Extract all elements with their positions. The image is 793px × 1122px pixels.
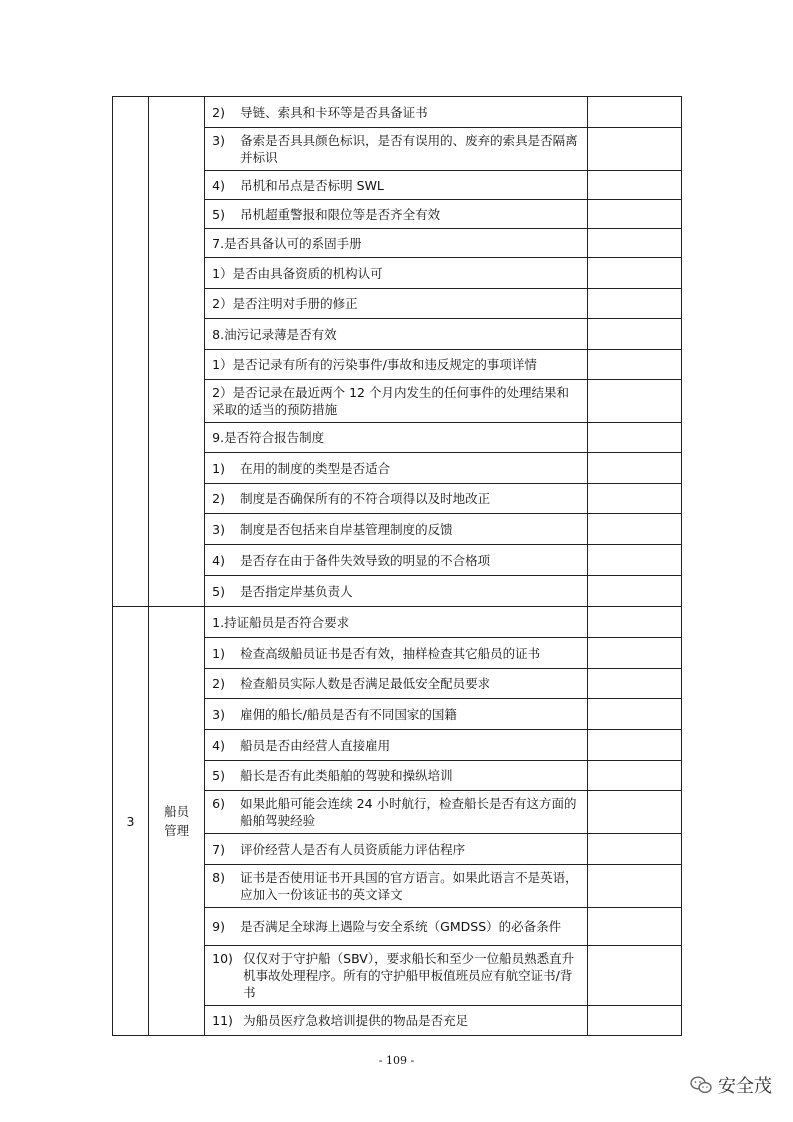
check-cell[interactable] (587, 834, 681, 865)
wechat-icon (690, 1076, 712, 1094)
checklist-item (205, 791, 588, 834)
check-cell[interactable] (587, 200, 681, 229)
item-text: 证书是否使用证书开具国的官方语言。如果此语言不是英语，应加入一份该证书的英文译文 (240, 870, 578, 902)
checklist-heading (205, 229, 588, 258)
item-text: 吊机和吊点是否标明 SWL (240, 177, 384, 193)
checklist-item (205, 97, 588, 128)
check-cell[interactable] (587, 453, 681, 484)
check-cell[interactable] (587, 171, 681, 200)
item-number: 2) (212, 104, 225, 120)
item-number: 6) (212, 796, 225, 811)
item-text: 制度是否确保所有的不符合项得以及时地改正 (240, 491, 491, 506)
item-text: 制度是否包括来自岸基管理制度的反馈 (240, 521, 453, 537)
item-number: 1) (212, 645, 225, 661)
item-number: 11) (212, 1013, 233, 1028)
item-text: 2）是否注明对手册的修正 (212, 296, 358, 311)
checklist-table (112, 96, 682, 1036)
item-text: 检查船员实际人数是否满足最低安全配员要求 (240, 676, 491, 691)
checklist-item (205, 453, 588, 484)
check-cell[interactable] (587, 576, 681, 607)
item-number: 5) (212, 768, 225, 783)
item-text: 1）是否由具备资质的机构认可 (212, 265, 383, 281)
checklist-item (205, 761, 588, 791)
item-number: 9) (212, 919, 225, 934)
check-cell[interactable] (587, 128, 681, 171)
section-number-cell (113, 97, 149, 607)
section-category (149, 607, 205, 1036)
check-cell[interactable] (587, 514, 681, 545)
watermark-text: 安全茂 (718, 1076, 772, 1097)
watermark (690, 1072, 772, 1098)
check-cell[interactable] (587, 289, 681, 319)
item-number: 3) (212, 521, 225, 537)
item-number: 7) (212, 841, 225, 857)
checklist-item (205, 258, 588, 289)
item-text: 是否指定岸基负责人 (240, 583, 353, 599)
checklist-item (205, 514, 588, 545)
check-cell[interactable] (587, 350, 681, 380)
checklist-item (205, 128, 588, 171)
item-text: 船长是否有此类船舶的驾驶和操纵培训 (240, 768, 453, 783)
item-number: 2) (212, 676, 225, 691)
item-number: 8) (212, 870, 225, 885)
item-number: 5) (212, 206, 225, 222)
check-cell[interactable] (587, 669, 681, 699)
check-cell[interactable] (587, 423, 681, 453)
checklist-item (205, 171, 588, 200)
checklist-item (205, 638, 588, 669)
item-text: 是否存在由于备件失效导致的明显的不合格项 (240, 552, 491, 568)
heading-text: 1.持证船员是否符合要求 (212, 614, 350, 630)
item-text: 备索是否具具颜色标识，是否有误用的、废弃的索具是否隔离并标识 (240, 133, 578, 165)
checklist-heading (205, 319, 588, 350)
item-number: 5) (212, 583, 225, 599)
item-text: 船员是否由经营人直接雇用 (240, 737, 391, 753)
checklist-item (205, 484, 588, 514)
check-cell[interactable] (587, 229, 681, 258)
checklist-item (205, 1006, 588, 1036)
heading-text: 7.是否具备认可的系固手册 (212, 235, 362, 251)
item-text: 检查高级船员证书是否有效，抽样检查其它船员的证书 (240, 645, 541, 661)
check-cell[interactable] (587, 484, 681, 514)
checklist-item (205, 908, 588, 946)
item-text: 在用的制度的类型是否适合 (240, 460, 391, 476)
page-number: - 109 - (378, 1054, 415, 1067)
checklist-item (205, 669, 588, 699)
item-text: 仅仅对于守护船（SBV），要求船长和至少一位船员熟悉直升机事故处理程序。所有的守护船甲板值班员应有航空证书/背书 (243, 951, 575, 1000)
check-cell[interactable] (587, 946, 681, 1006)
item-text: 导链、索具和卡环等是否具备证书 (240, 104, 428, 120)
check-cell[interactable] (587, 865, 681, 908)
item-text: 为船员医疗急救培训提供的物品是否充足 (243, 1013, 469, 1028)
section-number: 3 (113, 607, 149, 1036)
checklist-item (205, 380, 588, 423)
check-cell[interactable] (587, 908, 681, 946)
checklist-item (205, 946, 588, 1006)
item-text: 评价经营人是否有人员资质能力评估程序 (240, 841, 466, 857)
section-category-cell (149, 97, 205, 607)
item-number: 3) (212, 706, 225, 722)
checklist-item (205, 834, 588, 865)
check-cell[interactable] (587, 97, 681, 128)
checklist-item (205, 865, 588, 908)
item-text: 2）是否记录在最近两个 12 个月内发生的任何事件的处理结果和采取的适当的预防措施 (212, 385, 569, 417)
checklist-item (205, 576, 588, 607)
item-number: 3) (212, 133, 225, 148)
item-number: 10) (212, 951, 233, 966)
item-text: 1）是否记录有所有的污染事件/事故和违反规定的事项详情 (212, 357, 537, 372)
check-cell[interactable] (587, 258, 681, 289)
check-cell[interactable] (587, 699, 681, 730)
category-label: 船员管理 (164, 804, 190, 838)
item-number: 4) (212, 737, 225, 753)
item-number: 4) (212, 552, 225, 568)
check-cell[interactable] (587, 638, 681, 669)
check-cell[interactable] (587, 791, 681, 834)
checklist-heading (205, 607, 588, 638)
check-cell[interactable] (587, 1006, 681, 1036)
checklist-item (205, 699, 588, 730)
checklist-item (205, 730, 588, 761)
check-cell[interactable] (587, 607, 681, 638)
heading-text: 9.是否符合报告制度 (212, 430, 325, 445)
check-cell[interactable] (587, 761, 681, 791)
check-cell[interactable] (587, 319, 681, 350)
item-number: 4) (212, 177, 225, 193)
heading-text: 8.油污记录薄是否有效 (212, 326, 337, 342)
item-number: 2) (212, 491, 225, 506)
item-number: 1) (212, 460, 225, 476)
checklist-item (205, 289, 588, 319)
item-text: 如果此船可能会连续 24 小时航行，检查船长是否有这方面的船舶驾驶经验 (240, 796, 577, 828)
item-text: 吊机超重警报和限位等是否齐全有效 (240, 206, 441, 222)
check-cell[interactable] (587, 545, 681, 576)
check-cell[interactable] (587, 380, 681, 423)
checklist-item (205, 200, 588, 229)
checklist-heading (205, 423, 588, 453)
check-cell[interactable] (587, 730, 681, 761)
item-text: 是否满足全球海上遇险与安全系统（GMDSS）的必备条件 (240, 919, 562, 934)
item-text: 雇佣的船长/船员是否有不同国家的国籍 (240, 706, 457, 722)
checklist-item (205, 350, 588, 380)
checklist-item (205, 545, 588, 576)
